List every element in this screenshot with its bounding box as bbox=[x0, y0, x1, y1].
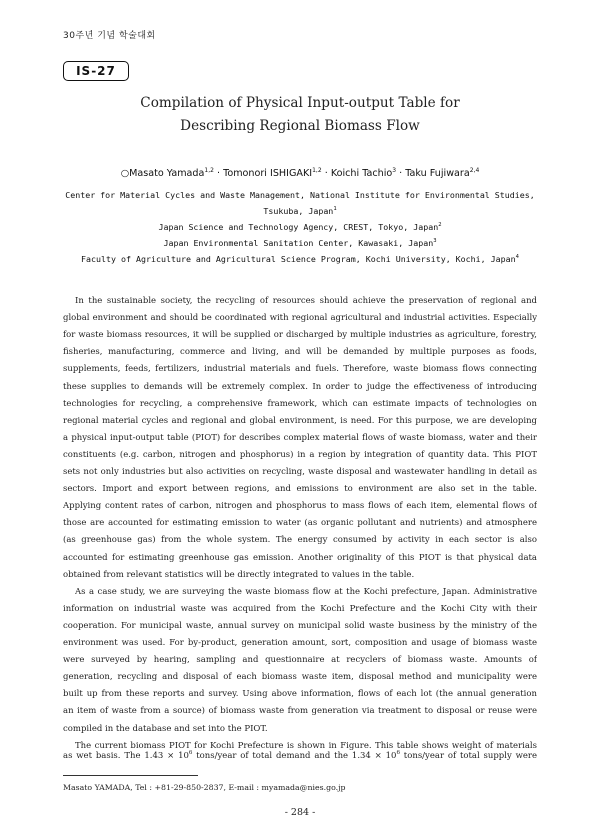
body-text-line: sectors. Import and export between regions, and emissions to environment are also set in the table. bbox=[63, 484, 537, 495]
body-text-line: as wet basis. The $1.43 \times 10^6$ tons/year of total demand and the $1.34 \times 10^6$ tons/year of total supply were bbox=[63, 750, 537, 761]
affiliation: Faculty of Agriculture and Agricultural Science Program, Kochi University, Kochi, Japan$^4$ bbox=[81, 254, 519, 264]
author-name: Masato Yamada bbox=[129, 168, 205, 179]
body-text-line: global environment and should be coordinated with regional agricultural and industrial activities. Especially bbox=[63, 313, 537, 324]
paper-title-line-2: Describing Regional Biomass Flow bbox=[180, 118, 420, 134]
body-text-line: In the sustainable society, the recycling of resources should achieve the preservation of regional and bbox=[75, 296, 537, 306]
footnote-divider bbox=[63, 775, 198, 776]
corresponding-author-footnote: Masato YAMADA, Tel : +81-29-850-2837, E-mail : myamada@nies.go.jp bbox=[63, 783, 346, 792]
author-separator: · bbox=[213, 168, 224, 179]
author-affiliation-sup: 2,4 bbox=[469, 166, 480, 174]
author-separator: · bbox=[321, 168, 331, 179]
author-name: Taku Fujiwara bbox=[405, 168, 470, 179]
body-text-line: The current biomass PIOT for Kochi Prefecture is shown in Figure. This table shows weight of materials bbox=[75, 740, 537, 751]
paper-title-line-1: Compilation of Physical Input-output Table for bbox=[140, 95, 460, 111]
body-text-line: regional material cycles and regional and global environment, is need. For this purpose, we are developing bbox=[63, 415, 537, 426]
body-text-line: cooperation. For municipal waste, annual survey on municipal solid waste business by the ministry of the bbox=[63, 620, 537, 631]
body-text-line: built up from these reports and survey. Using above information, flows of each lot (the annual generation bbox=[63, 689, 537, 700]
body-text-line: (as greenhouse gas) from the whole system. The energy consumed by activity in each sector is also bbox=[63, 535, 537, 546]
body-text-line: accounted for estimating greenhouse gas emission. Another originality of this PIOT is that physical data bbox=[63, 552, 537, 563]
author-name: Koichi Tachio bbox=[330, 168, 393, 179]
affiliation: Japan Environmental Sanitation Center, Kawasaki, Japan$^3$ bbox=[163, 238, 437, 248]
author-affiliation-sup: 1,2 bbox=[312, 166, 322, 174]
affiliation: Japan Science and Technology Agency, CREST, Tokyo, Japan$^2$ bbox=[158, 222, 442, 232]
author-list bbox=[0, 168, 600, 179]
body-text-line: environment was used. For by-product, generation amount, sort, composition and usage of biomass waste bbox=[63, 638, 537, 648]
author-affiliation-sup: 1,2 bbox=[204, 166, 214, 174]
author-name: Tomonori ISHIGAKI bbox=[223, 168, 313, 179]
affiliation: Tsukuba, Japan$^1$ bbox=[263, 206, 337, 216]
page-number: - 284 - bbox=[284, 807, 316, 818]
body-text-line: an item of waste from a source) of biomass waste from generation via treatment to disposal or reuse were bbox=[63, 706, 537, 717]
body-text-line: fisheries, manufacturing, commerce and living, and will be demanded by multiple purposes as foods, bbox=[63, 347, 537, 358]
session-id-badge: IS-27 bbox=[63, 61, 129, 81]
body-text-line: technologies for recycling, a comprehensive framework, which can estimate impacts of technologies on bbox=[63, 398, 537, 409]
body-text-line: As a case study, we are surveying the waste biomass flow at the Kochi prefecture, Japan. Administrative bbox=[75, 586, 537, 597]
body-text-line: a physical input-output table (PIOT) for describes complex material flows of waste biomass, water and their bbox=[63, 432, 537, 443]
body-text-line: these supplies to demands will be extremely complex. In order to judge the effectiveness of introducing bbox=[63, 381, 537, 392]
affiliation: Center for Material Cycles and Waste Management, National Institute for Environmental Studies, bbox=[65, 190, 535, 200]
body-text-line: obtained from relevant statistics will be directly integrated to values in the table. bbox=[63, 569, 415, 580]
author-separator: · bbox=[396, 168, 406, 179]
body-text-line: compiled in the database and set into the PIOT. bbox=[63, 723, 268, 734]
body-text-line: information on industrial waste was acquired from the Kochi Prefecture and the Kochi City with their bbox=[63, 603, 537, 614]
body-text-line: constituents (e.g. carbon, nitrogen and phosphorus) in a region by integration of quantity data. This PIOT bbox=[63, 449, 537, 460]
body-text-line: Applying content rates of carbon, nitrogen and phosphorus to mass flows of each item, elemental flows of bbox=[63, 501, 537, 512]
body-text-line: supplements, feeds, fertilizers, industrial materials and fuels. Therefore, waste biomass flows connecting bbox=[63, 364, 537, 375]
body-text-line: generation, recycling and disposal of each biomass waste item, disposal method and municipality were bbox=[63, 672, 537, 683]
author-affiliation-sup: 3 bbox=[392, 166, 397, 174]
body-text-line: for waste biomass resources, it will be supplied or discharged by multiple industries as agriculture, forestry, bbox=[63, 330, 537, 341]
body-text-line: those are accounted for estimating emission to water (as organic pollutant and nutrients) and atmosphere bbox=[63, 518, 537, 529]
body-text-line: were surveyed by hearing, sampling and questionnaire at recyclers of biomass waste. Amounts of bbox=[63, 655, 537, 666]
presenter-mark: ○ bbox=[120, 168, 130, 179]
body-text-line: sets not only industries but also activities on recycling, waste disposal and wastewater handling in detail as bbox=[63, 467, 537, 477]
conference-header: 30주년 기념 학술대회 bbox=[63, 31, 156, 41]
